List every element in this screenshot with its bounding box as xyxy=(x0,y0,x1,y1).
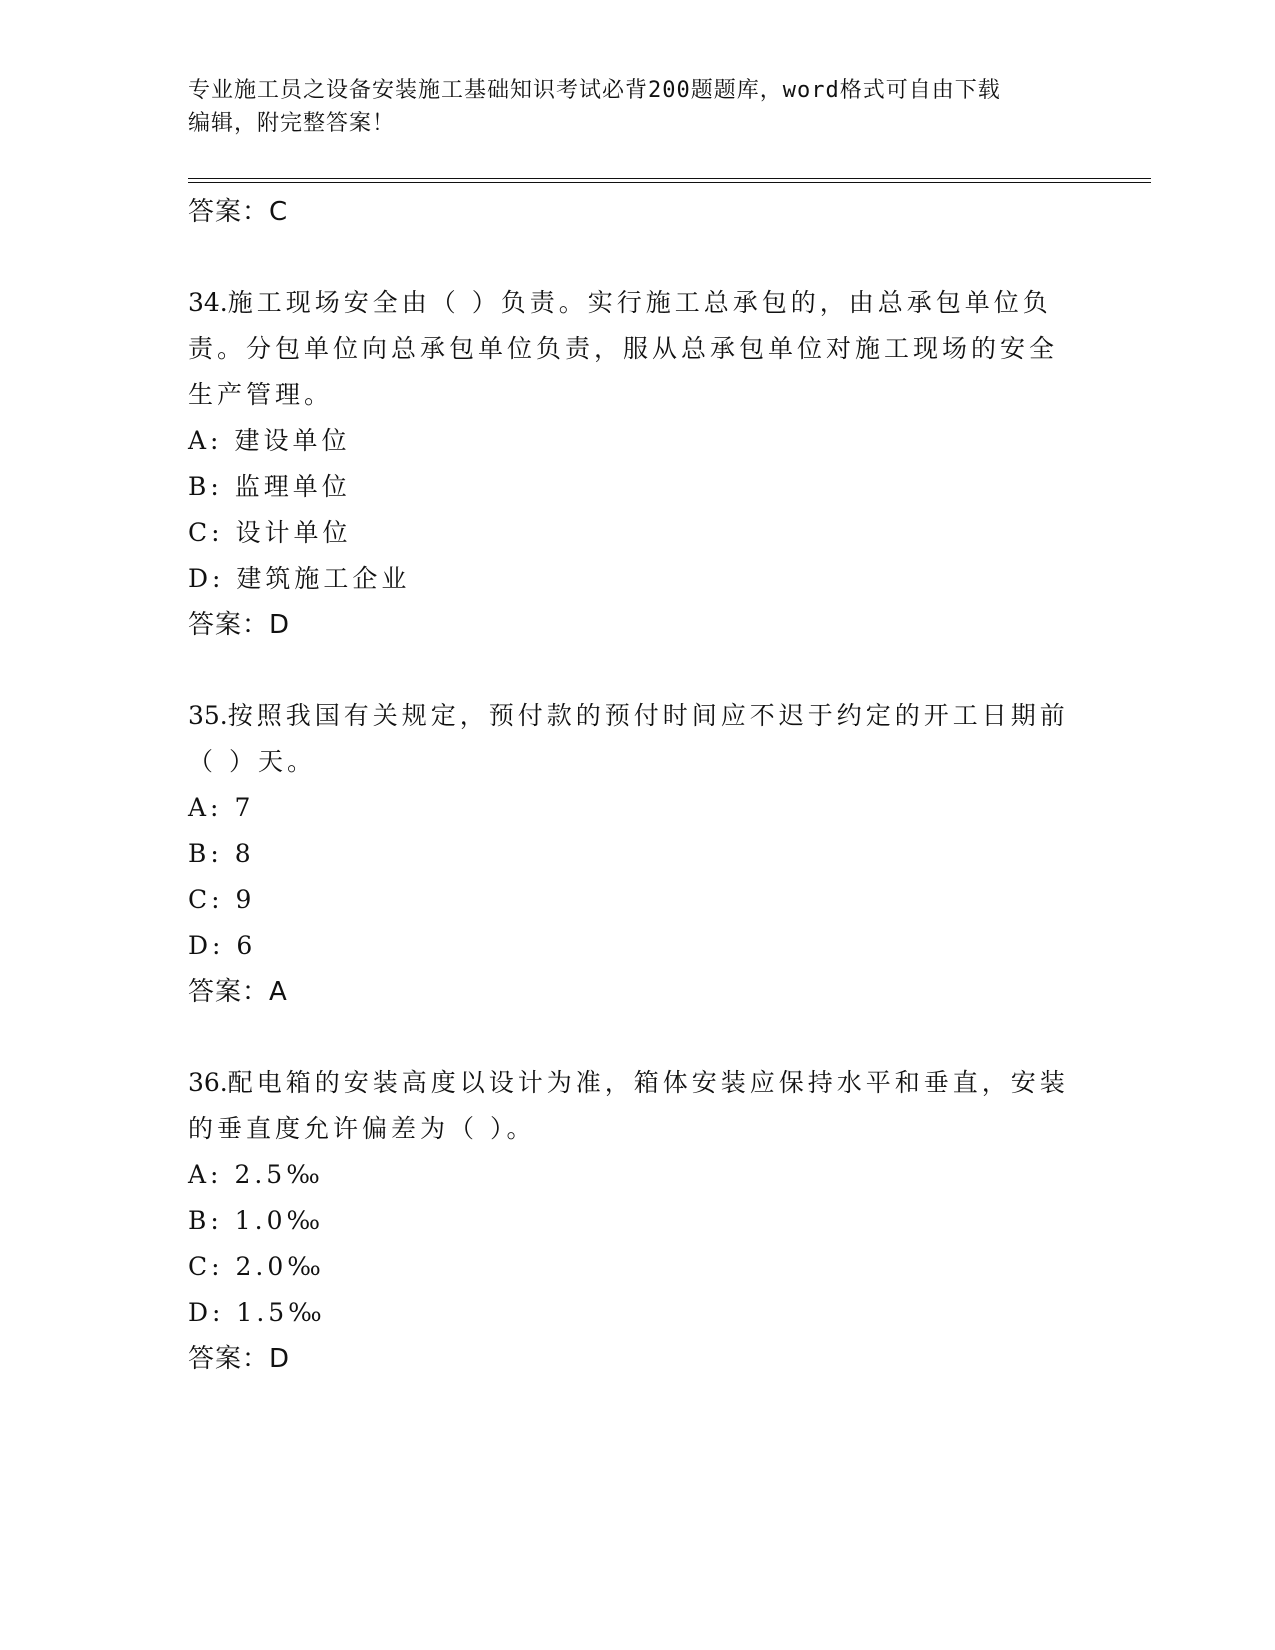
document-header xyxy=(188,74,1088,140)
option-key: A: xyxy=(188,1160,223,1189)
option-b xyxy=(188,831,1088,877)
option-key: B: xyxy=(188,839,223,868)
answer-line-33 xyxy=(188,189,1088,235)
option-text: 7 xyxy=(234,793,255,822)
header-rule-bottom xyxy=(188,182,1151,183)
option-text: 建设单位 xyxy=(234,426,351,455)
option-text: 1.0‰ xyxy=(234,1206,325,1235)
answer-label: 答案： xyxy=(188,977,270,1007)
option-b xyxy=(188,1198,1088,1244)
option-text: 1.5‰ xyxy=(236,1298,326,1327)
option-key: A: xyxy=(188,793,223,822)
answer-label: 答案： xyxy=(188,610,270,640)
option-c xyxy=(188,1244,1088,1290)
question-text-line: 生产管理。 xyxy=(188,380,334,409)
option-d xyxy=(188,1290,1088,1336)
option-key: B: xyxy=(188,1206,223,1235)
question-number: 34. xyxy=(188,288,228,317)
answer-line xyxy=(188,1336,1088,1382)
option-text: 2.0‰ xyxy=(235,1252,325,1281)
header-rule-top xyxy=(188,178,1151,179)
option-key: C: xyxy=(188,518,224,547)
option-text: 8 xyxy=(234,839,255,868)
option-key: A: xyxy=(188,426,223,455)
question-36 xyxy=(188,1060,1088,1382)
answer-value: A xyxy=(269,977,288,1007)
option-key: C: xyxy=(188,1252,224,1281)
answer-value: D xyxy=(269,610,291,640)
question-text: 配电箱的安装高度以设计为准，箱体安装应保持水平和垂直，安装 xyxy=(227,1068,1069,1097)
answer-value: C xyxy=(269,197,289,227)
option-text: 监理单位 xyxy=(234,472,351,501)
option-text: 建筑施工企业 xyxy=(236,564,411,593)
answer-line xyxy=(188,969,1088,1015)
option-b xyxy=(188,464,1088,510)
question-text-line xyxy=(188,693,1088,739)
option-text: 9 xyxy=(235,885,256,914)
question-number: 36. xyxy=(188,1068,228,1097)
option-a xyxy=(188,1152,1088,1198)
option-text: 6 xyxy=(236,931,257,960)
question-number: 35. xyxy=(188,701,228,730)
option-key: C: xyxy=(188,885,224,914)
question-text-line: 责。分包单位向总承包单位负责，服从总承包单位对施工现场的安全 xyxy=(188,334,1059,363)
header-line-1: 专业施工员之设备安装施工基础知识考试必背200题题库，word格式可自由下载 xyxy=(188,78,1001,103)
option-key: D: xyxy=(188,931,225,960)
question-text: 施工现场安全由（ ）负责。实行施工总承包的，由总承包单位负 xyxy=(227,288,1052,317)
question-text-line xyxy=(188,1060,1088,1106)
option-key: D: xyxy=(188,564,225,593)
answer-label: 答案： xyxy=(188,1344,270,1374)
header-line-2: 编辑，附完整答案！ xyxy=(188,111,396,136)
option-text: 设计单位 xyxy=(235,518,352,547)
question-text: 按照我国有关规定，预付款的预付时间应不迟于约定的开工日期前 xyxy=(227,701,1069,730)
option-c xyxy=(188,510,1088,556)
question-text-line: （ ）天。 xyxy=(188,747,316,776)
option-key: B: xyxy=(188,472,223,501)
option-a xyxy=(188,418,1088,464)
answer-line xyxy=(188,602,1088,648)
question-34 xyxy=(188,280,1088,648)
option-text: 2.5‰ xyxy=(234,1160,324,1189)
document-body xyxy=(188,189,1088,1382)
option-a xyxy=(188,785,1088,831)
option-d xyxy=(188,923,1088,969)
question-text-line xyxy=(188,280,1088,326)
option-c xyxy=(188,877,1088,923)
question-text-line: 的垂直度允许偏差为（ ）。 xyxy=(188,1114,536,1143)
answer-label: 答案： xyxy=(188,197,270,227)
option-key: D: xyxy=(188,1298,225,1327)
option-d xyxy=(188,556,1088,602)
question-35 xyxy=(188,693,1088,1015)
answer-value: D xyxy=(269,1344,291,1374)
